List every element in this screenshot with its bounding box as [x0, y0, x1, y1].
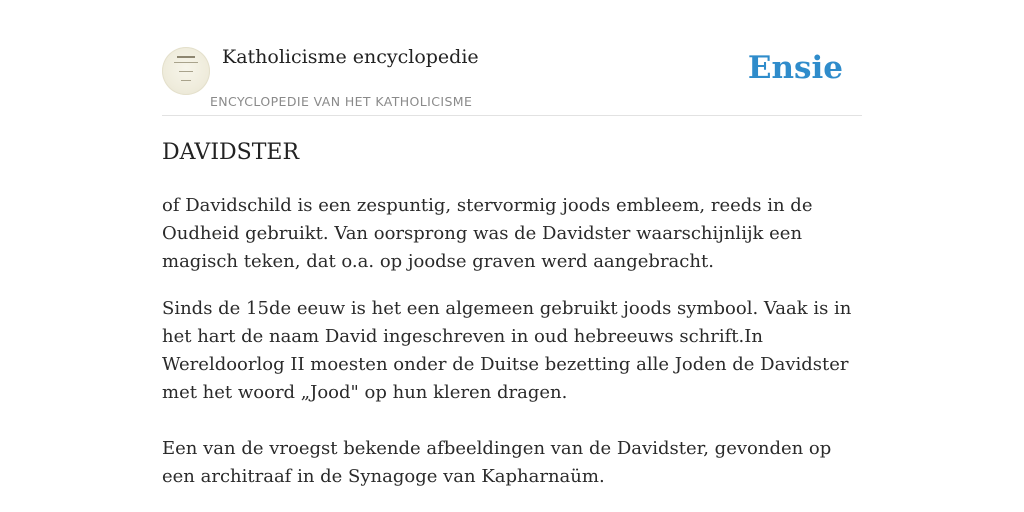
cover-line — [181, 80, 191, 81]
entry-paragraph: Een van de vroegst bekende afbeeldingen van de Davidster, gevonden op een architraaf in de Synagoge van Kapharnaüm. — [162, 438, 832, 487]
source-subtitle: ENCYCLOPEDIE VAN HET KATHOLICISME — [210, 94, 473, 109]
brand-logo[interactable]: Ensie — [747, 50, 843, 86]
book-cover-icon[interactable] — [162, 47, 210, 95]
entry-paragraph: of Davidschild is een zespuntig, stervormig joods embleem, reeds in de Oudheid gebruikt. Van oorsprong was de Davidster waarschijnlijk een magisch teken, dat o.a. op joodse graven werd aangebracht. — [162, 195, 813, 272]
source-title[interactable]: Katholicisme encyclopedie — [222, 46, 479, 68]
entry-paragraph: Sinds de 15de eeuw is het een algemeen gebruikt joods symbool. Vaak is in het hart de naam David ingeschreven in oud hebreeuws schrift.In Wereldoorlog II moesten onder de Duitse bezetting alle Joden de Davidster met het woord „Jood" op hun kleren dragen. — [162, 298, 852, 403]
cover-line — [177, 56, 195, 58]
cover-line — [174, 62, 198, 63]
entry-header — [162, 40, 862, 116]
cover-line — [179, 71, 193, 72]
entry-title: DAVIDSTER — [162, 140, 300, 165]
